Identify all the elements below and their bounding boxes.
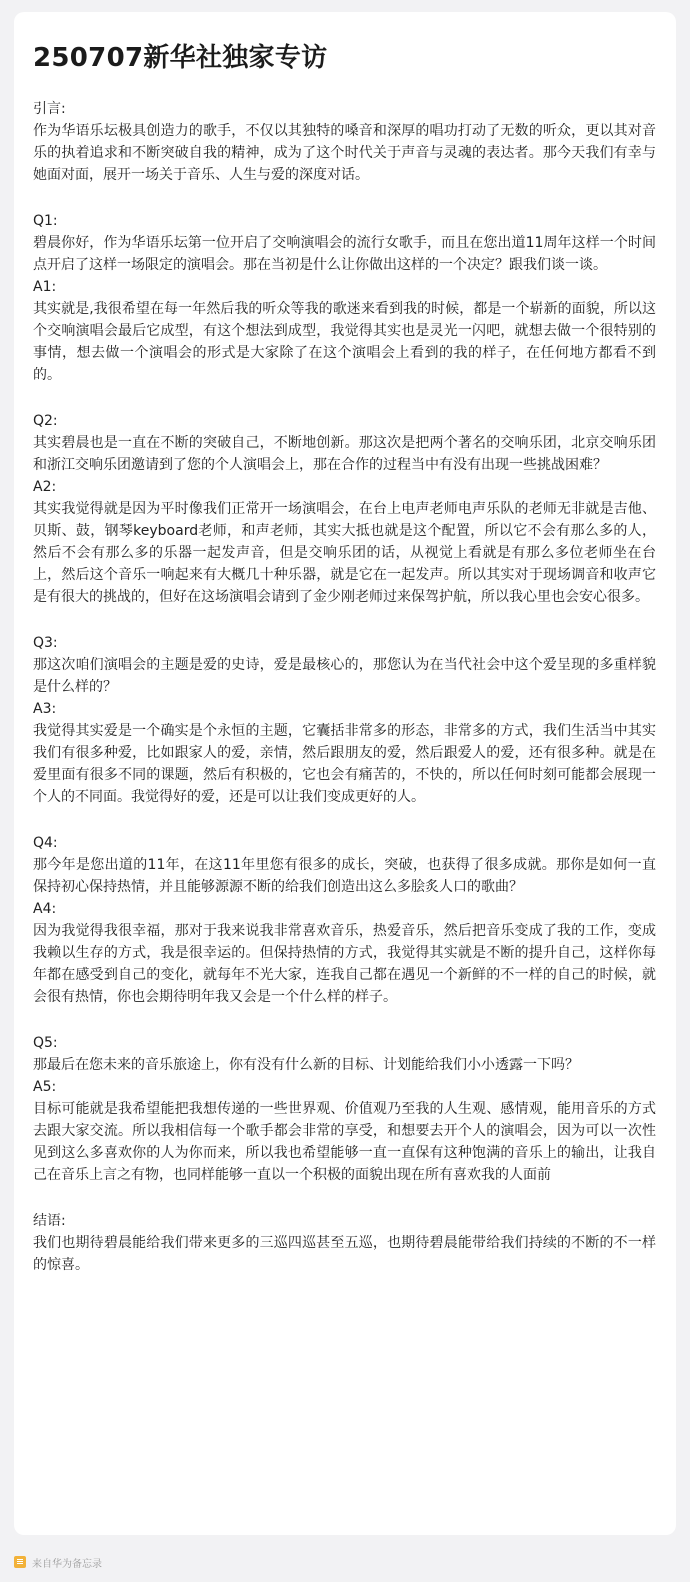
question-label: Q5: bbox=[33, 1035, 58, 1051]
qa-section-2 bbox=[33, 410, 656, 608]
question-label: Q1: bbox=[33, 213, 58, 229]
answer-label: A5: bbox=[33, 1079, 57, 1095]
answer-text: 其实就是,我很希望在每一年然后我的听众等我的歌迷来看到我的时候，都是一个崭新的面貌，所以这个交响演唱会最后它成型，有这个想法到成型，我觉得其实也是灵光一闪吧，就想去做一个很特别的事情，想去做一个演唱会的形式是大家除了在这个演唱会上看到的我的样子，在任何地方都看不到的。 bbox=[33, 301, 656, 383]
question-label: Q4: bbox=[33, 835, 58, 851]
question-text: 那今年是您出道的11年，在这11年里您有很多的成长，突破，也获得了很多成就。那你是如何一直保持初心保持热情，并且能够源源不断的给我们创造出这么多脍炙人口的歌曲？ bbox=[33, 857, 656, 895]
qa-section-1 bbox=[33, 210, 656, 386]
answer-label: A2: bbox=[33, 479, 57, 495]
answer-text: 因为我觉得我很幸福，那对于我来说我非常喜欢音乐，热爱音乐，然后把音乐变成了我的工作，变成我赖以生存的方式，我是很幸运的。但保持热情的方式，我觉得其实就是不断的提升自己，这样你每年都在感受到自己的变化，就每年不光大家，连我自己都在遇见一个新鲜的不一样的自己的时候，就会很有热情，你也会期待明年我又会是一个什么样的样子。 bbox=[33, 923, 656, 1005]
answer-label: A1: bbox=[33, 279, 57, 295]
answer-label: A3: bbox=[33, 701, 57, 717]
document-title: 250707新华社独家专访 bbox=[33, 43, 328, 73]
note-card bbox=[14, 12, 676, 1535]
notes-app-icon bbox=[14, 1556, 26, 1568]
answer-text: 目标可能就是我希望能把我想传递的一些世界观、价值观乃至我的人生观、感情观，能用音乐的方式去跟大家交流。所以我相信每一个歌手都会非常的享受，和想要去开个人的演唱会，因为可以一次性见到这么多喜欢你的人为你而来，所以我也希望能够一直一直保有这种饱满的音乐上的输出，让我自己在音乐上言之有物，也同样能够一直以一个积极的面貌出现在所有喜欢我的人面前 bbox=[33, 1101, 656, 1183]
question-label: Q2: bbox=[33, 413, 58, 429]
source-footer bbox=[14, 1553, 102, 1571]
qa-section-3 bbox=[33, 632, 656, 808]
question-text: 那这次咱们演唱会的主题是爱的史诗，爱是最核心的，那您认为在当代社会中这个爱呈现的多重样貌是什么样的？ bbox=[33, 657, 656, 695]
question-text: 碧晨你好，作为华语乐坛第一位开启了交响演唱会的流行女歌手，而且在您出道11周年这样一个时间点开启了这样一场限定的演唱会。那在当初是什么让你做出这样的一个决定？跟我们谈一谈。 bbox=[33, 235, 656, 273]
answer-text: 其实我觉得就是因为平时像我们正常开一场演唱会，在台上电声老师电声乐队的老师无非就是吉他、贝斯、鼓，钢琴keyboard老师，和声老师，其实大抵也就是这个配置，所以它不会有那么多的人，然后不会有那么多的乐器一起发声音，但是交响乐团的话，从视觉上看就是有那么多位老师坐在台上，然后这个音乐一响起来有大概几十种乐器，就是它在一起发声。所以其实对于现场调音和收声它是有很大的挑战的，但好在这场演唱会请到了金少刚老师过来保驾护航，所以我心里也会安心很多。 bbox=[33, 501, 656, 605]
question-text: 那最后在您未来的音乐旅途上，你有没有什么新的目标、计划能给我们小小透露一下吗？ bbox=[33, 1057, 579, 1073]
intro-section bbox=[33, 98, 656, 186]
question-text: 其实碧晨也是一直在不断的突破自己，不断地创新。那这次是把两个著名的交响乐团，北京交响乐团和浙江交响乐团邀请到了您的个人演唱会上，那在合作的过程当中有没有出现一些挑战困难？ bbox=[33, 435, 656, 473]
qa-section-5 bbox=[33, 1032, 656, 1186]
conclusion-section bbox=[33, 1210, 656, 1276]
intro-label: 引言: bbox=[33, 101, 66, 117]
intro-text: 作为华语乐坛极具创造力的歌手，不仅以其独特的嗓音和深厚的唱功打动了无数的听众，更以其对音乐的执着追求和不断突破自我的精神，成为了这个时代关于声音与灵魂的表达者。那今天我们有幸与她面对面，展开一场关于音乐、人生与爱的深度对话。 bbox=[33, 123, 656, 183]
qa-section-4 bbox=[33, 832, 656, 1008]
answer-label: A4: bbox=[33, 901, 57, 917]
source-text: 来自华为备忘录 bbox=[32, 1558, 102, 1570]
conclusion-text: 我们也期待碧晨能给我们带来更多的三巡四巡甚至五巡，也期待碧晨能带给我们持续的不断的不一样的惊喜。 bbox=[33, 1235, 656, 1273]
conclusion-label: 结语: bbox=[33, 1213, 66, 1229]
answer-text: 我觉得其实爱是一个确实是个永恒的主题，它囊括非常多的形态，非常多的方式，我们生活当中其实我们有很多种爱，比如跟家人的爱，亲情，然后跟朋友的爱，然后跟爱人的爱，还有很多种。就是在爱里面有很多不同的课题，然后有积极的，它也会有痛苦的，不快的，所以任何时刻可能都会展现一个人的不同面。我觉得好的爱，还是可以让我们变成更好的人。 bbox=[33, 723, 656, 805]
question-label: Q3: bbox=[33, 635, 58, 651]
